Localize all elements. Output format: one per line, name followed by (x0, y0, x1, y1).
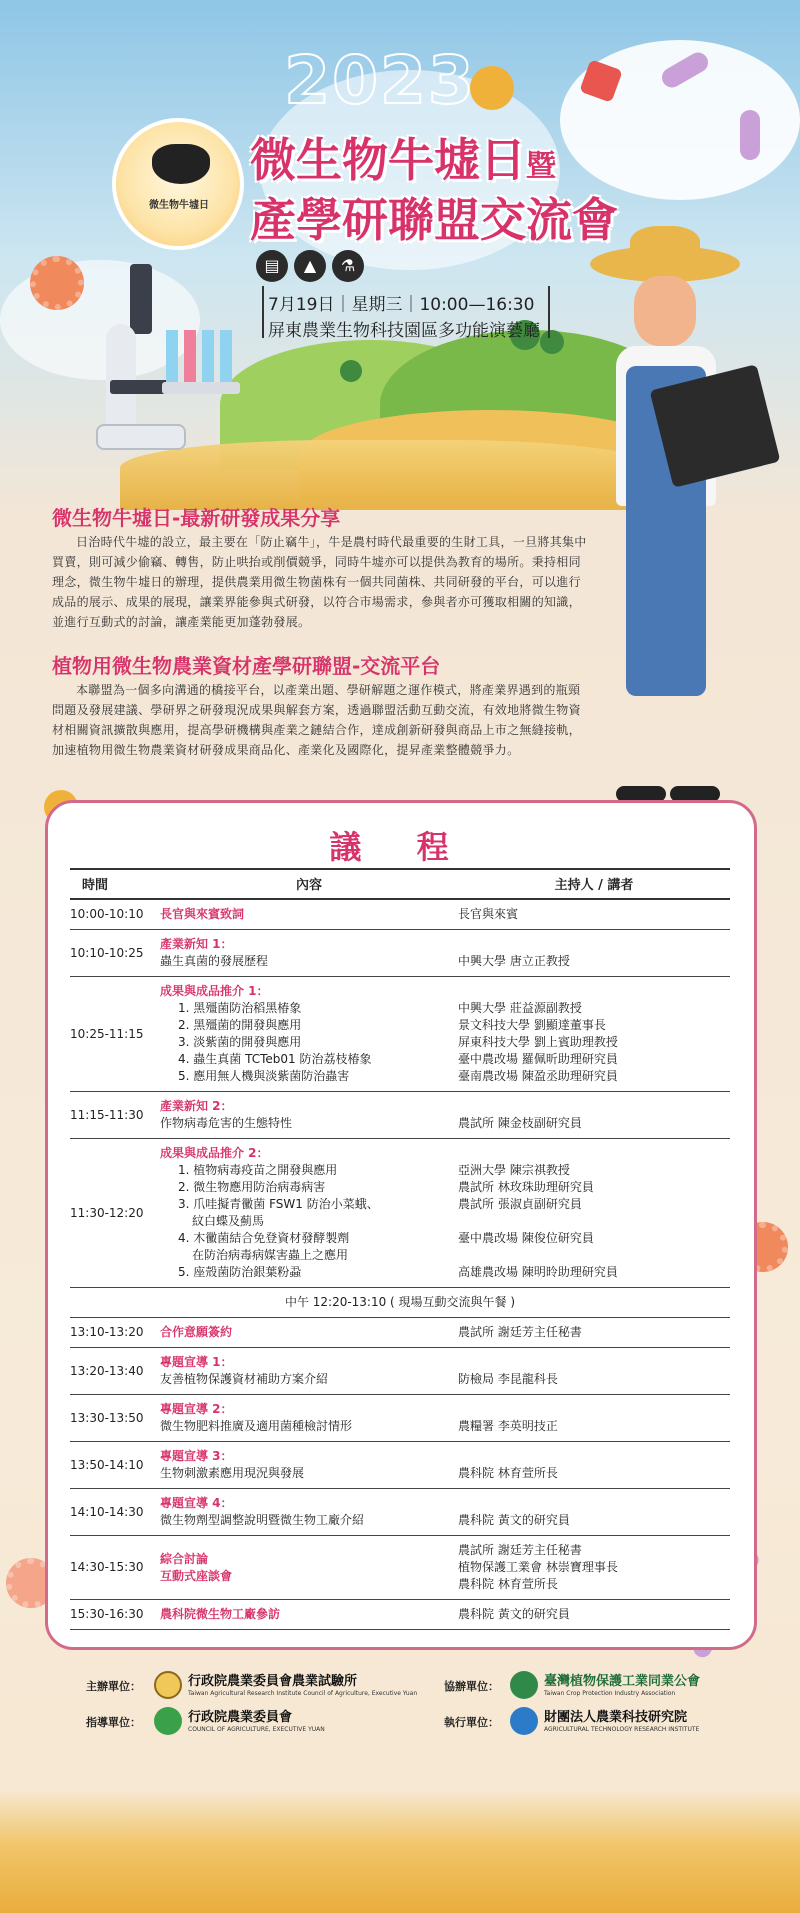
agenda-speaker (458, 1448, 730, 1465)
sponsor-executor (444, 1704, 774, 1738)
executor-name-en: AGRICULTURAL TECHNOLOGY RESEARCH INSTITUTE (544, 1726, 700, 1733)
agenda-speaker: 臺中農改場 羅佩昕助理研究員 (458, 1052, 618, 1066)
coorganizer-name: 臺灣植物保護工業同業公會 (544, 1674, 701, 1689)
agenda-item-text: 5. 座殼菌防治銀葉粉蝨 (178, 1265, 302, 1279)
agenda-content (160, 977, 458, 1092)
wheat-footer-illustration (0, 1790, 800, 1913)
agenda-speakers (458, 1536, 730, 1600)
agenda-row (70, 899, 730, 930)
agenda-speaker (458, 1098, 730, 1115)
agenda-time: 13:10-13:20 (70, 1318, 160, 1348)
agenda-speaker: 臺南農改場 陳盈丞助理研究員 (458, 1069, 618, 1083)
agenda-item-text: 作物病毒危害的生態特性 (160, 1116, 293, 1130)
agenda-speaker: 農試所 謝廷芳主任秘書 (458, 1325, 582, 1339)
agenda-time: 14:10-14:30 (70, 1489, 160, 1536)
agenda-item-text: 3. 爪哇擬青黴菌 FSW1 防治小菜蛾、 (178, 1197, 379, 1211)
agenda-speakers (458, 1139, 730, 1288)
organizer-label: 主辦單位： (86, 1680, 141, 1693)
agenda-content (160, 1348, 458, 1395)
agenda-time: 11:15-11:30 (70, 1092, 160, 1139)
agenda-row (70, 1600, 730, 1630)
agenda-content (160, 1092, 458, 1139)
agenda-speaker: 農科院 黃文的研究員 (458, 1513, 570, 1527)
agenda-speaker: 植物保護工業會 林崇寶理事長 (458, 1560, 618, 1574)
agenda-speaker: 高雄農改場 陳明昤助理研究員 (458, 1265, 618, 1279)
agenda-time: 10:25-11:15 (70, 977, 160, 1092)
tari-logo-icon (154, 1671, 182, 1699)
agenda-speaker (458, 1354, 730, 1371)
event-logo (112, 118, 244, 250)
agenda-item-text: 3. 淡紫菌的開發與應用 (178, 1035, 302, 1049)
agenda-item-heading: 綜合討論 (160, 1551, 209, 1566)
agenda-speaker (458, 1145, 730, 1162)
agenda-item-text: 1. 植物病毒疫苗之開發與應用 (178, 1163, 338, 1177)
agenda-speaker: 防檢局 李昆龍科長 (458, 1372, 558, 1386)
agenda-speaker: 屏東科技大學 劉上賓助理教授 (458, 1035, 618, 1049)
agenda-time: 13:30-13:50 (70, 1395, 160, 1442)
bull-icon (152, 144, 210, 184)
tcpia-logo-icon (510, 1671, 538, 1699)
agenda-time: 11:30-12:20 (70, 1139, 160, 1288)
agenda-row (70, 930, 730, 977)
agenda-speaker: 農科院 林育萱所長 (458, 1466, 558, 1480)
section1-title: 微生物牛墟日-最新研發成果分享 (52, 506, 341, 530)
agenda-speakers (458, 977, 730, 1092)
section2-title: 植物用微生物農業資材產學研聯盟-交流平台 (52, 654, 441, 678)
agenda-speakers (458, 930, 730, 977)
agenda-item-heading: 合作意願簽約 (160, 1325, 233, 1339)
agenda-content (160, 1318, 458, 1348)
agenda-speaker: 長官與來賓 (458, 907, 519, 921)
agenda-content (160, 1139, 458, 1288)
event-date-time: 7月19日｜星期三｜10:00—16:30 (268, 295, 535, 315)
agenda-item-text: 1. 黑殭菌防治稻黑椿象 (178, 1001, 302, 1015)
column-header-content: 內容 (160, 869, 458, 899)
agenda-item-text: 2. 黑殭菌的開發與應用 (178, 1018, 302, 1032)
agenda-item-text: 蟲生真菌的發展歷程 (160, 954, 269, 968)
agenda-speaker (458, 936, 730, 953)
agenda-content (160, 1489, 458, 1536)
agenda-time: 10:10-10:25 (70, 930, 160, 977)
agenda-speaker (458, 1495, 730, 1512)
agenda-speaker (458, 1401, 730, 1418)
agenda-item-text: 微生物劑型調整說明暨微生物工廠介紹 (160, 1513, 365, 1527)
column-header-speaker: 主持人 / 講者 (458, 869, 730, 899)
agenda-time: 10:00-10:10 (70, 899, 160, 930)
agenda-row (70, 1395, 730, 1442)
agenda-speaker: 農糧署 李英明技正 (458, 1419, 558, 1433)
divider (262, 286, 264, 338)
agenda-speaker: 農試所 謝廷芳主任秘書 (458, 1543, 582, 1557)
sponsor-coorganizer (444, 1668, 774, 1702)
agenda-item-text: 紋白蝶及薊馬 (192, 1214, 265, 1228)
executor-name: 財團法人農業科技研究院 (544, 1710, 688, 1725)
agenda-time: 15:30-16:30 (70, 1600, 160, 1630)
agenda-speaker: 景文科技大學 劉顯達董事長 (458, 1018, 606, 1032)
coorganizer-label: 協辦單位： (444, 1680, 499, 1693)
agenda-speaker: 中興大學 莊益源副教授 (458, 1001, 582, 1015)
agenda-item-heading: 專題宣導 1： (160, 1355, 233, 1369)
agenda-time: 14:30-15:30 (70, 1536, 160, 1600)
agenda-row (70, 1092, 730, 1139)
agenda-speakers (458, 1318, 730, 1348)
agenda-header-row (70, 869, 730, 899)
agenda-speakers (458, 1395, 730, 1442)
agenda-speaker: 臺中農改場 陳俊位研究員 (458, 1231, 594, 1245)
agenda-speakers (458, 1600, 730, 1630)
agenda-item-text: 5. 應用無人機與淡紫菌防治蟲害 (178, 1069, 350, 1083)
agenda-content (160, 1395, 458, 1442)
agenda-content (160, 930, 458, 977)
agenda-item-heading: 專題宣導 4： (160, 1496, 233, 1510)
agenda-speaker (458, 1247, 730, 1264)
agenda-item-heading: 長官與來賓致詞 (160, 907, 245, 921)
agenda-item-text: 在防治病毒病媒害蟲上之應用 (192, 1248, 349, 1262)
bacteria-icon (740, 110, 760, 160)
agenda-item-heading: 成果與成品推介 2： (160, 1146, 269, 1160)
event-title-line2: 產學研聯盟交流會 (250, 193, 618, 247)
agenda-row (70, 1139, 730, 1288)
event-title-main: 微生物牛墟日 (250, 133, 526, 187)
agenda-item-heading: 成果與成品推介 1： (160, 984, 269, 998)
agenda-body (70, 899, 730, 1630)
agenda-content (160, 899, 458, 930)
guide-label: 指導單位： (86, 1716, 141, 1729)
agenda-content (160, 1600, 458, 1630)
agenda-row (70, 1348, 730, 1395)
agenda-speaker (458, 1213, 730, 1230)
event-title-suffix: 暨 (526, 149, 556, 184)
section1-body: 日治時代牛墟的設立，最主要在「防止竊牛」，牛是農村時代最重要的生財工具，一旦將其集中買賣，則可減少偷竊、轉售，防止哄抬或削價競爭，同時牛墟亦可以提供為教育的場所。秉持相同理念，微生物牛墟日的辦理，提供農業用微生物菌株有一個共同菌株、共同研發的平台，可以進行成品的展示、成果的展現，讓業界能參與式研發，以符合市場需求，參與者亦可獲取相關的知識，並進行互動式的討論，讓產業能更加蓬勃發展。 (52, 535, 587, 629)
event-logo-text: 微生物牛墟日 (149, 200, 209, 211)
agenda-speaker: 農試所 張淑貞副研究員 (458, 1197, 582, 1211)
event-year: 2023 (284, 42, 476, 119)
agenda-row (70, 977, 730, 1092)
agenda-content (160, 1442, 458, 1489)
agenda-row (70, 1442, 730, 1489)
agenda-title: 議 程 (329, 828, 471, 866)
lunch-break-text: 中午 12:20-13:10 ( 現場互動交流與午餐 ) (70, 1288, 730, 1318)
agenda-content (160, 1536, 458, 1600)
section2-body: 本聯盟為一個多向溝通的橋接平台，以產業出題、學研解題之運作模式，將產業界遇到的瓶頸問題及發展建議、學研界之研發現況成果與解套方案，透過聯盟活動互動交流，有效地將微生物資材相關資訊擴散與應用，提高學研機構與產業之鏈結合作，達成創新研發與商品上市之無縫接軌，加速植物用微生物農業資材研發成果商品化、產業化及國際化，提昇產業整體競爭力。 (52, 683, 581, 757)
agenda-row (70, 1489, 730, 1536)
organizer-name-en: Taiwan Agricultural Research Institute Council of Agriculture, Executive Yuan (188, 1690, 418, 1697)
lab-flask-icon: ⚗ (332, 250, 364, 282)
agenda-item-text: 2. 微生物應用防治病毒病害 (178, 1180, 326, 1194)
divider (548, 286, 550, 338)
sponsor-guide (86, 1704, 446, 1738)
agenda-lunch-row (70, 1288, 730, 1318)
agenda-item-heading: 產業新知 1： (160, 937, 233, 951)
agenda-item-text: 4. 木黴菌結合免登資材發酵製劑 (178, 1231, 350, 1245)
guide-name-en: COUNCIL OF AGRICULTURE, EXECUTIVE YUAN (188, 1726, 325, 1733)
agenda-table (70, 868, 730, 1630)
event-title-line1 (250, 124, 556, 190)
agenda-speaker: 農試所 陳金枝副研究員 (458, 1116, 582, 1130)
agenda-time: 13:50-14:10 (70, 1442, 160, 1489)
agenda-time: 13:20-13:40 (70, 1348, 160, 1395)
agenda-item-heading: 農科院微生物工廠參訪 (160, 1607, 281, 1621)
agenda-item-text: 友善植物保護資材補助方案介紹 (160, 1372, 329, 1386)
agenda-speaker: 中興大學 唐立正教授 (458, 954, 570, 968)
agenda-item-heading: 產業新知 2： (160, 1099, 233, 1113)
agenda-row (70, 1318, 730, 1348)
agenda-speakers (458, 1092, 730, 1139)
agenda-speaker: 亞洲大學 陳宗祺教授 (458, 1163, 570, 1177)
agenda-speaker: 農科院 林育萱所長 (458, 1577, 558, 1591)
agenda-speakers (458, 1348, 730, 1395)
coorganizer-name-en: Taiwan Crop Protection Industry Association (544, 1690, 676, 1697)
executor-label: 執行單位： (444, 1716, 499, 1729)
agenda-item-heading: 互動式座談會 (160, 1568, 233, 1583)
agenda-speakers (458, 1489, 730, 1536)
agenda-item-heading: 專題宣導 2： (160, 1402, 233, 1416)
event-venue: 屏東農業生物科技園區多功能演藝廳 (268, 321, 540, 341)
agenda-row (70, 1536, 730, 1600)
atri-logo-icon (510, 1707, 538, 1735)
agenda-item-text: 微生物肥料推廣及適用菌種檢討情形 (160, 1419, 353, 1433)
agenda-item-text: 4. 蟲生真菌 TCTeb01 防治荔枝椿象 (178, 1052, 372, 1066)
agenda-speakers (458, 899, 730, 930)
agenda-speaker: 農科院 黃文的研究員 (458, 1607, 570, 1621)
sponsor-organizer (86, 1668, 446, 1702)
basket-icon: ▤ (256, 250, 288, 282)
theme-icon-row (256, 250, 370, 282)
graduation-cap-icon: ▲ (294, 250, 326, 282)
agenda-speaker: 農試所 林玫珠助理研究員 (458, 1180, 594, 1194)
coa-logo-icon (154, 1707, 182, 1735)
guide-name: 行政院農業委員會 (188, 1710, 293, 1725)
virus-icon (30, 256, 84, 310)
test-tubes-illustration (166, 330, 246, 410)
agenda-item-heading: 專題宣導 3： (160, 1449, 233, 1463)
organizer-name: 行政院農業委員會農業試驗所 (188, 1674, 358, 1689)
column-header-time: 時間 (70, 869, 160, 899)
agenda-speaker (458, 983, 730, 1000)
agenda-speakers (458, 1442, 730, 1489)
agenda-item-text: 生物刺激素應用現況與發展 (160, 1466, 305, 1480)
